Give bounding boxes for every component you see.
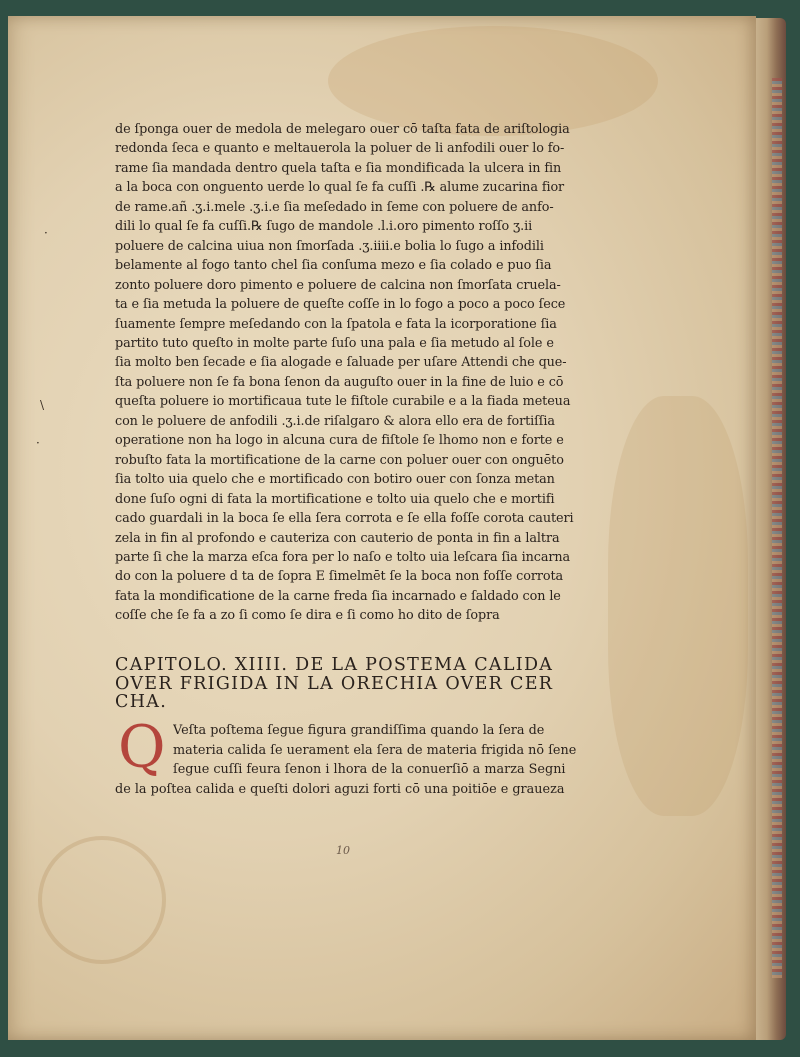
chapter-paragraph bbox=[173, 721, 585, 780]
text-line: materia calida ſe uerament ela ſera de materia frigida nō ſene bbox=[173, 742, 577, 758]
margin-mark: \ bbox=[40, 398, 45, 412]
folio-number: 10 bbox=[336, 844, 350, 857]
text-line: de la poſtea calida e queſti dolori aguzi forti cō una poitiōe e graueza bbox=[115, 782, 565, 797]
text-line: cado guardali in la boca ſe ella ſera corrota e ſe ella foſſe corota cauteri bbox=[115, 511, 574, 527]
text-line: partito tuto queſto in molte parte ſuſo una pala e ſia metudo al ſole e bbox=[115, 335, 554, 351]
text-line: con le poluere de anfodili .ʒ.i.de riſalgaro & alora ello era de fortiſſia bbox=[115, 413, 555, 429]
text-line: zela in fin al profondo e cauteriza con cauterio de ponta in fin a laltra bbox=[115, 530, 560, 546]
text-line: Veſta poſtema ſegue figura grandiſſima quando la ſera de bbox=[173, 723, 545, 738]
stain-ring bbox=[38, 836, 166, 964]
text-line: a la boca con onguento uerde lo qual ſe fa cuſſi .℞ alume zucarina fior bbox=[115, 180, 565, 196]
text-line: ſia tolto uia quelo che e mortificado con botiro ouer con ſonza metan bbox=[115, 472, 555, 488]
text-line: zonto poluere doro pimento e poluere de calcina non ſmorſata cruela- bbox=[115, 277, 561, 293]
body-text bbox=[115, 120, 585, 626]
text-line: ſia molto ben ſecade e ſia alogade e ſaluade per uſare Attendi che que- bbox=[115, 355, 567, 371]
text-line: robuſto fata la mortificatione de la carne con poluer ouer con onguēto bbox=[115, 452, 564, 468]
drop-cap-initial: Q bbox=[118, 713, 166, 781]
text-line: ſta poluere non ſe fa bona ſenon da auguſto ouer in la fine de luio e cō bbox=[115, 374, 564, 390]
text-line: de ſponga ouer de medola de melegaro ouer cō taſta fata de ariſtologia bbox=[115, 122, 570, 137]
text-line: fata la mondificatione de la carne freda ſia incarnado e ſaldado con le bbox=[115, 588, 561, 604]
text-line: queſta poluere io mortificaua tute le fiſtole curabile e a la fiada meteua bbox=[115, 394, 571, 410]
heading-line: CAPITOLO. XIIII. DE LA POSTEMA CALIDA bbox=[115, 655, 554, 675]
text-line: done ſuſo ogni di fata la mortificatione e tolto uia quelo che e mortifi bbox=[115, 491, 555, 507]
margin-mark: · bbox=[36, 436, 40, 450]
text-line: ta e ſia metuda la poluere de queſte coſſe in lo fogo a poco a poco ſece bbox=[115, 297, 566, 313]
heading-line: CHA. bbox=[115, 692, 168, 712]
text-line: belamente al fogo tanto chel ſia conſuma mezo e ſia colado e puo ſia bbox=[115, 258, 552, 274]
text-line: dili lo qual ſe fa cuſſi.℞ ſugo de mandole .l.i.oro pimento roſſo ʒ.ii bbox=[115, 219, 533, 235]
text-line: redonda ſeca e quanto e meltauerola la poluer de li anfodili ouer lo fo- bbox=[115, 141, 565, 157]
text-line: operatione non ha logo in alcuna cura de fiſtole ſe lhomo non e forte e bbox=[115, 433, 564, 449]
text-line: coſſe che ſe fa a zo ſi como ſe dira e ſi como ho dito de ſopra bbox=[115, 608, 500, 624]
chapter-heading bbox=[115, 656, 585, 712]
heading-line: OVER FRIGIDA IN LA ORECHIA OVER CER bbox=[115, 673, 554, 694]
text-line: rame ſia mandada dentro quela taſta e ſia mondificada la ulcera in fin bbox=[115, 160, 562, 176]
margin-mark: · bbox=[44, 226, 48, 240]
text-line: ſegue cuſſi feura ſenon i lhora de la conuerſiō a marza Segni bbox=[173, 762, 566, 778]
text-line: do con la poluere d ta de ſopra E ſimelmēt ſe la boca non foſſe corrota bbox=[115, 569, 564, 585]
text-line: de rame.añ .ʒ.i.mele .ʒ.i.e ſia meſedado in ſeme con poluere de anfo- bbox=[115, 199, 554, 215]
text-line: ſuamente ſempre meſedando con la ſpatola e fata la icorporatione ſia bbox=[115, 316, 557, 332]
text-line: poluere de calcina uiua non ſmorſada .ʒ.iiii.e bolia lo ſugo a infodili bbox=[115, 238, 544, 254]
stain bbox=[608, 396, 748, 816]
text-line: parte ſi che la marza eſca fora per lo naſo e tolto uia leſcara ſia incarna bbox=[115, 549, 571, 565]
